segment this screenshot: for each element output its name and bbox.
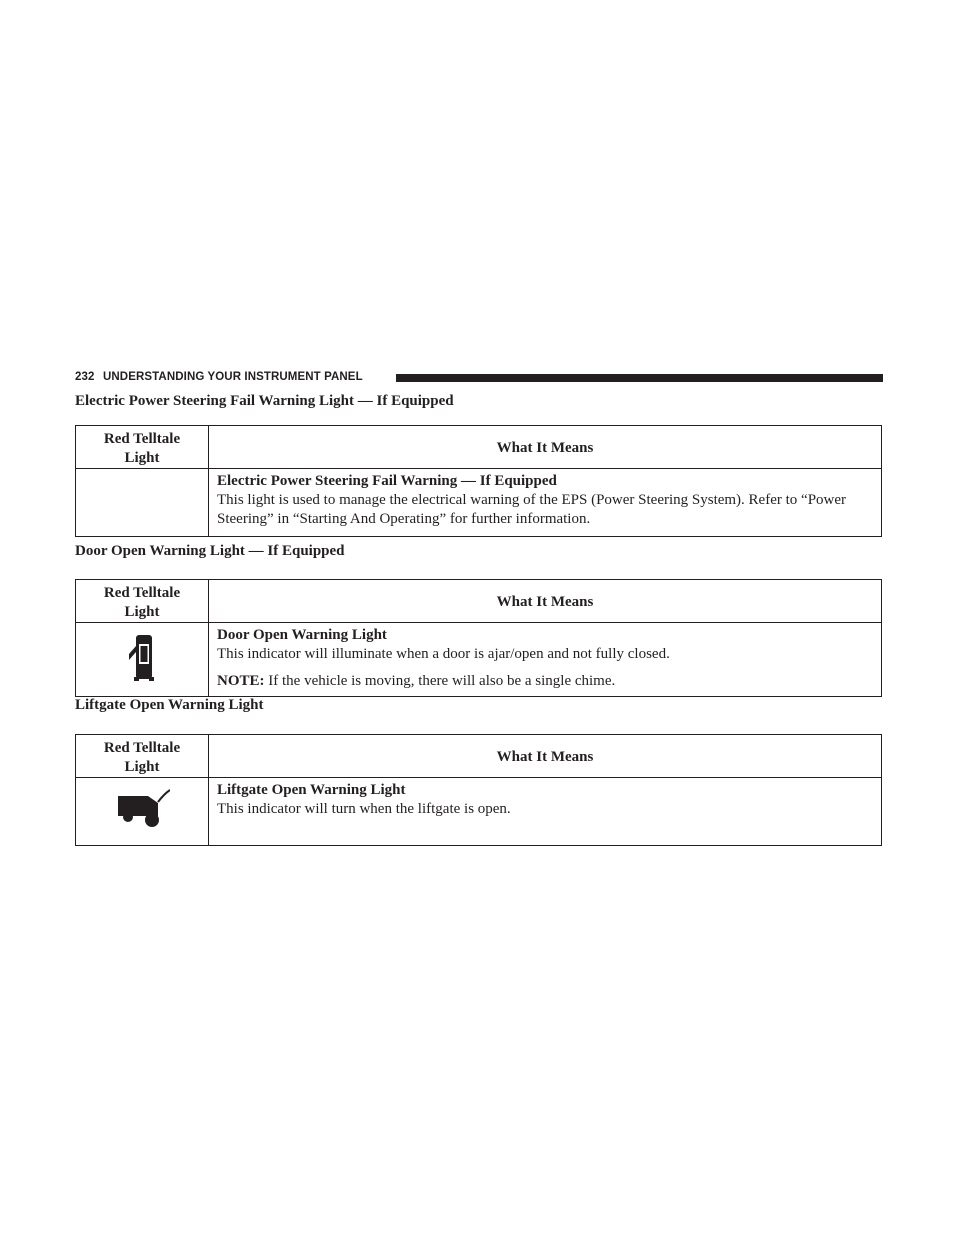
row-text: This indicator will turn when the liftgate is open. <box>217 801 511 817</box>
col-header-telltale-line1: Red Telltale <box>103 585 181 601</box>
row-title: Electric Power Steering Fail Warning — If Equipped <box>217 473 557 489</box>
table-header-row <box>76 426 882 469</box>
meaning-cell <box>209 623 882 697</box>
col-header-telltale-line1: Red Telltale <box>103 431 181 447</box>
meaning-cell <box>209 469 882 537</box>
table-row <box>76 778 882 846</box>
table-row <box>76 623 882 697</box>
telltale-table-liftgate <box>75 734 882 846</box>
col-header-telltale-line2: Light <box>124 450 160 466</box>
section-heading-eps: Electric Power Steering Fail Warning Light — If Equipped <box>75 393 454 409</box>
col-header-meaning-text: What It Means <box>496 440 594 456</box>
col-header-telltale-line1: Red Telltale <box>103 740 181 756</box>
telltale-table-eps <box>75 425 882 537</box>
telltale-icon-cell <box>76 469 209 537</box>
section-heading-door-open: Door Open Warning Light — If Equipped <box>75 543 345 559</box>
note-label: NOTE: <box>217 673 265 689</box>
col-header-meaning-text: What It Means <box>496 594 594 610</box>
table-header-row <box>76 735 882 778</box>
running-title: UNDERSTANDING YOUR INSTRUMENT PANEL <box>103 371 363 383</box>
col-header-telltale <box>76 426 209 469</box>
section-heading-liftgate: Liftgate Open Warning Light <box>75 697 264 713</box>
page-number: 232 <box>75 371 95 383</box>
col-header-meaning <box>209 426 882 469</box>
col-header-telltale <box>76 735 209 778</box>
col-header-telltale-line2: Light <box>124 759 160 775</box>
telltale-icon-cell <box>76 623 209 697</box>
meaning-cell <box>209 778 882 846</box>
col-header-telltale <box>76 580 209 623</box>
telltale-icon-cell <box>76 778 209 846</box>
header-rule <box>396 374 883 382</box>
row-text: This light is used to manage the electrical warning of the EPS (Power Steering System). Refer to “Power Steering” in “Starting And Operating” for further information. <box>217 492 847 527</box>
col-header-telltale-line2: Light <box>124 604 160 620</box>
col-header-meaning-text: What It Means <box>496 749 594 765</box>
telltale-table-door-open <box>75 579 882 697</box>
door-open-icon <box>127 632 157 682</box>
page-header <box>75 372 883 386</box>
table-header-row <box>76 580 882 623</box>
row-text: This indicator will illuminate when a door is ajar/open and not fully closed. <box>217 646 670 662</box>
col-header-meaning <box>209 735 882 778</box>
table-row <box>76 469 882 537</box>
note-text: If the vehicle is moving, there will also be a single chime. <box>264 673 616 689</box>
col-header-meaning <box>209 580 882 623</box>
liftgate-open-icon <box>114 786 170 830</box>
row-title: Liftgate Open Warning Light <box>217 782 406 798</box>
note <box>217 672 863 691</box>
row-title: Door Open Warning Light <box>217 627 387 643</box>
